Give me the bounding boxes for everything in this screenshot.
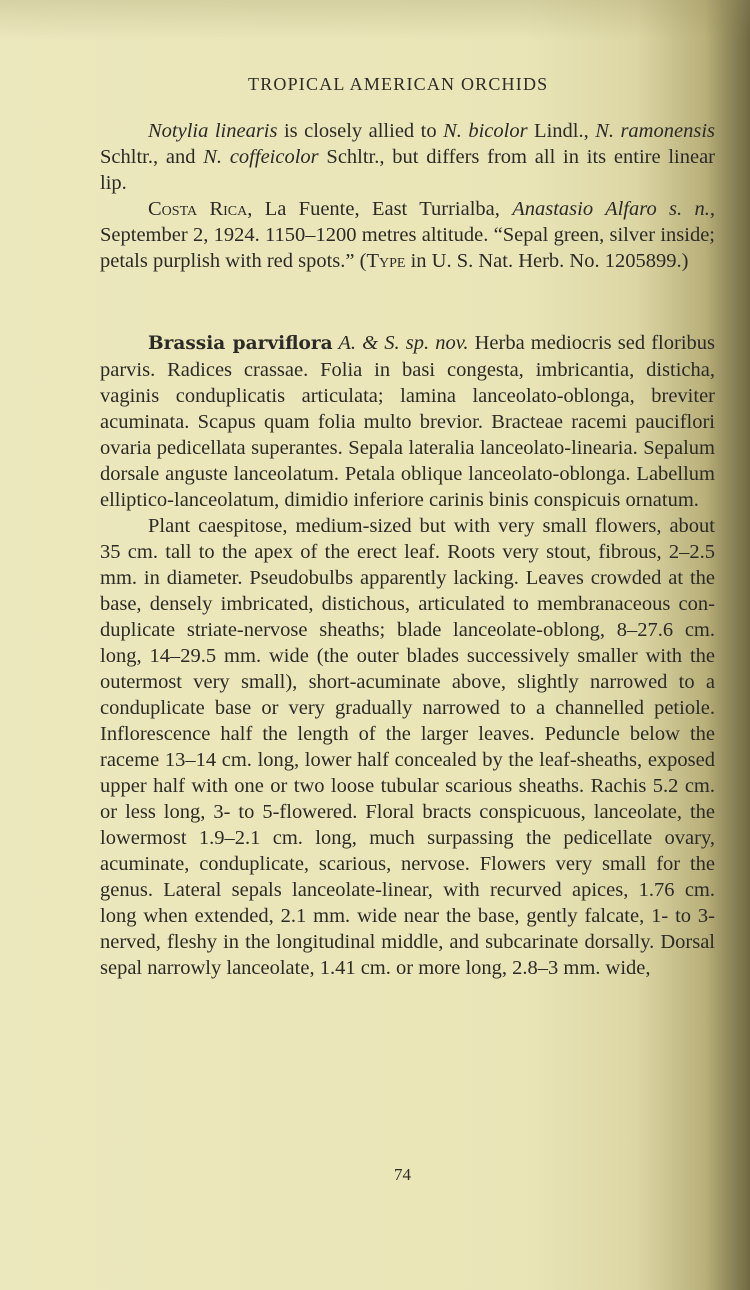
latin-diagnosis-paragraph xyxy=(100,330,715,513)
specimen-citation-paragraph xyxy=(100,196,715,274)
text-run: in U. S. Nat. Herb. No. 1205899.) xyxy=(405,250,689,272)
notylia-text-block xyxy=(100,118,715,274)
species-name: N. coffeicolor xyxy=(203,146,319,168)
text-run: Schltr., but differs from all in its entire linear lip. xyxy=(100,146,716,194)
page-number: 74 xyxy=(394,1165,411,1184)
country-name: Costa Rica xyxy=(148,198,248,220)
species-heading: Brassia parviflora xyxy=(148,333,333,354)
collector-name: Anastasio Alfaro s. n. xyxy=(512,198,710,220)
text-run: , La Fuente, East Turrialba, xyxy=(247,198,513,220)
notylia-comparison-paragraph xyxy=(100,118,715,196)
brassia-text-block xyxy=(100,330,715,981)
text-run: is closely allied to xyxy=(277,120,444,142)
text-run: Lindl., xyxy=(527,120,596,142)
text-run: , September 2, 1924. 1150–1200 metres altitude. “Sepal green, silver inside; petals purplish with red spots.” ( xyxy=(100,198,715,272)
species-name: N. ramonensis xyxy=(595,120,715,142)
text-run: Schltr., and xyxy=(100,146,204,168)
species-name: Notylia linearis xyxy=(148,120,278,142)
page-shadow xyxy=(0,0,750,40)
running-header: TROPICAL AMERICAN ORCHIDS xyxy=(248,74,549,94)
author-citation: A. & S. sp. nov. xyxy=(332,332,469,354)
species-name: N. bicolor xyxy=(443,120,528,142)
text-run: Herba mediocris sed floribus parvis. Radices crassae. Folia in basi congesta, imbricantia, disticha, vaginis conduplicatis articulata; lamina lanceolato-oblonga, breviter acuminata. Scapus quam folia multo brevior. Bracteae racemi pauciflori ovaria pedicellata superantes. Sepala lateralia lanceolato-linearia. Sepalum dorsale anguste lanceolatum. Petala oblique lanceolato-oblonga. Labellum elliptico-lanceolatum, dimidio inferiore carinis binis conspicuis ornatum. xyxy=(100,332,715,511)
english-description-paragraph: Plant caespitose, medium-sized but with very small flowers, about 35 cm. tall to the apex of the erect leaf. Roots very stout, fibrous, 2–2.5 mm. in diameter. Pseudobulbs apparently lacking. Leaves crowded at the base, densely imbricated, distichous, articulated to membranaceous conduplicate striate-nervose sheaths; blade lanceolate-oblong, 8–27.6 cm. long, 14–29.5 mm. wide (the outer blades successively smaller with the outermost very small), short-acuminate above, slightly narrowed to a conduplicate base or very gradually narrowed to a channelled petiole. Inflorescence half the length of the larger leaves. Peduncle below the raceme 13–14 cm. long, lower half concealed by the leaf-sheaths, exposed upper half with one or two loose tubular scarious sheaths. Rachis 5.2 cm. or less long, 3- to 5-flowered. Floral bracts conspicuous, lanceolate, the lowermost 1.9–2.1 cm. long, much surpassing the pedicellate ovary, acuminate, conduplicate, scarious, nervose. Flowers very small for the genus. Lateral sepals lanceolate-linear, with recurved apices, 1.76 cm. long when extended, 2.1 mm. wide near the base, gently falcate, 1- to 3-nerved, fleshy in the longitudinal middle, and subcarinate dorsally. Dorsal sepal narrowly lanceolate, 1.41 cm. or more long, 2.8–3 mm. wide, xyxy=(100,515,715,979)
type-label: Type xyxy=(366,250,406,272)
